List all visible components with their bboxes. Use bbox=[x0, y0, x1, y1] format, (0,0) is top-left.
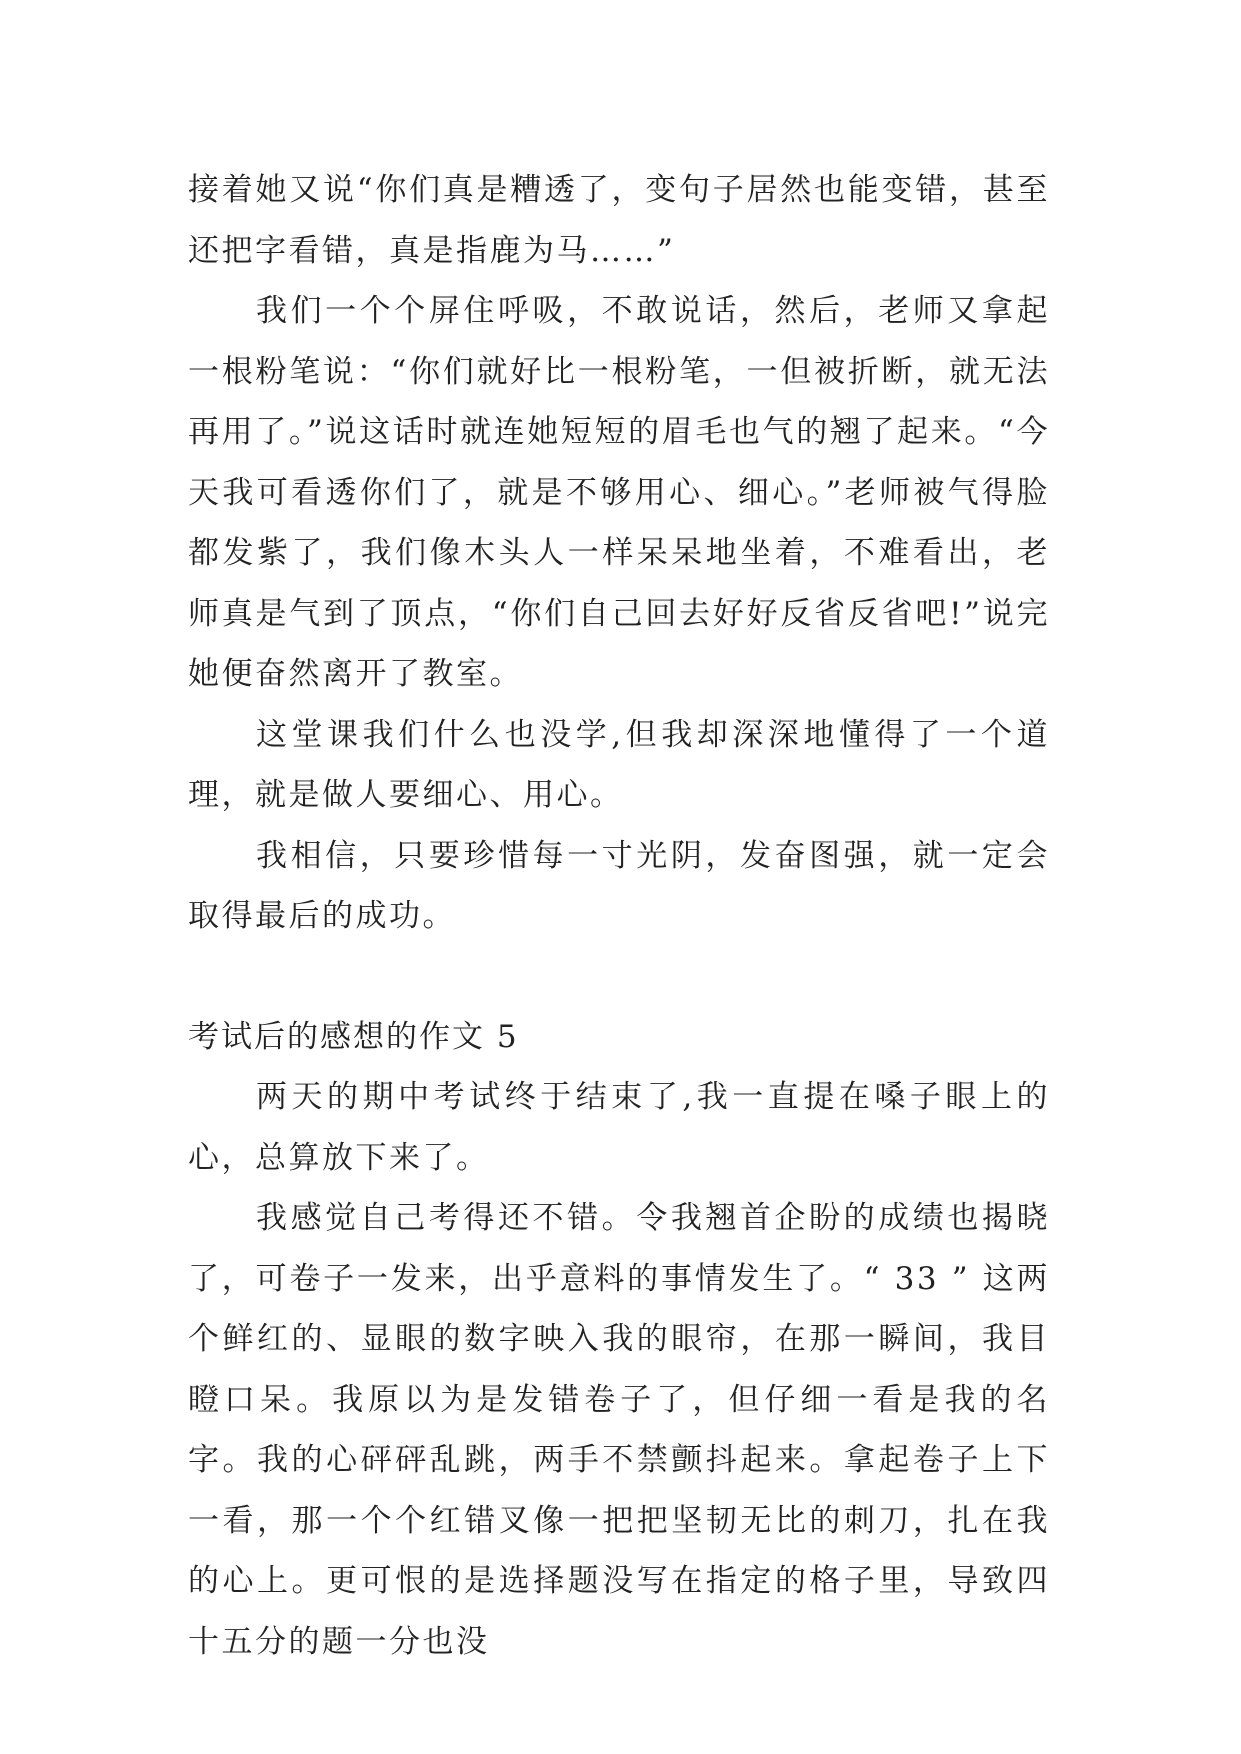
section-title: 考试后的感想的作文 5 bbox=[188, 1018, 519, 1055]
paragraph-believe-success: 我相信，只要珍惜每一寸光阴，发奋图强，就一定会取得最后的成功。 bbox=[188, 837, 1050, 934]
paragraph-exam-finished: 两天的期中考试终于结束了,我一直提在嗓子眼上的心，总算放下来了。 bbox=[188, 1079, 1050, 1176]
section-gap bbox=[188, 947, 1050, 1007]
paragraph-continued: 接着她又说“你们真是糟透了，变句子居然也能变错，甚至还把字看错，真是指鹿为马……” bbox=[188, 172, 1050, 269]
paragraph-teacher-chalk: 我们一个个屏住呼吸，不敢说话，然后，老师又拿起一根粉笔说：“你们就好比一根粉笔，一但被折断，就无法再用了。”说这话时就连她短短的眉毛也气的翘了起来。“今天我可看透你们了，就是不够用心、细心。”老师被气得脸都发紫了，我们像木头人一样呆呆地坐着，不难看出，老师真是气到了顶点，“你们自己回去好好反省反省吧!”说完她便奋然离开了教室。 bbox=[188, 293, 1050, 692]
paragraph-lesson-learned: 这堂课我们什么也没学,但我却深深地懂得了一个道理，就是做人要细心、用心。 bbox=[188, 716, 1050, 813]
document-body bbox=[188, 160, 1050, 1672]
paragraph-exam-result: 我感觉自己考得还不错。令我翘首企盼的成绩也揭晓了，可卷子一发来，出乎意料的事情发生了。“ 33 ” 这两个鲜红的、显眼的数字映入我的眼帘，在那一瞬间，我目瞪口呆。我原以为是发错卷子了，但仔细一看是我的名字。我的心砰砰乱跳，两手不禁颤抖起来。拿起卷子上下一看，那一个个红错叉像一把把坚韧无比的刺刀，扎在我的心上。更可恨的是选择题没写在指定的格子里，导致四十五分的题一分也没 bbox=[188, 1200, 1050, 1660]
